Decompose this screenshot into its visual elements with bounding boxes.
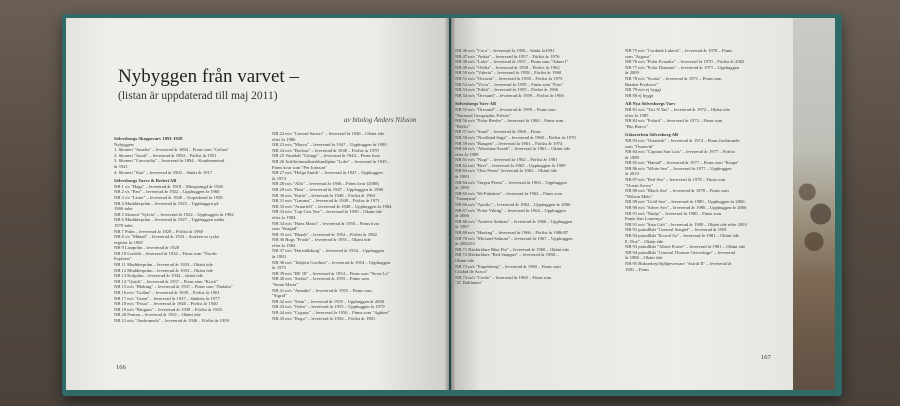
list-item: 1960-talet (114, 206, 133, 212)
list-item: NB 18 m/s "Frisia" – levererad år 1940 – Förlist år 1940 (114, 301, 218, 307)
list-item: som "Argusa" (625, 53, 651, 59)
list-item: NB 85 m/s "Hamid" – levererad år 1977 – Finns som "Krupa" (625, 160, 740, 166)
left-page (66, 18, 449, 390)
section-heading: Sölvesborgs Varv AB (455, 101, 497, 107)
list-item: NB 67 m/s "Polar Viking" – levererad år 1964 – Upphuggen (455, 207, 566, 213)
list-item: år 2006 (455, 213, 469, 219)
list-item: NB 74 m/s "Credo" – levererad år 1969 – Finns som (455, 274, 552, 280)
list-item: NB 20 Ponton – levererad år 1941 – Okänt öde (114, 312, 201, 318)
list-item: NB 70 m/s "Michael Salman" – levererad år 1967 – Upphuggen (455, 235, 573, 241)
list-item: NB 64 m/s "Jürgen Priess" – levererad år 1963 – Upphuggen (455, 179, 567, 185)
list-item: "Bollis" (455, 123, 470, 129)
list-item: "National Geographic Polaris" (455, 112, 512, 118)
list-item: Punta San Lourenço" (625, 216, 665, 222)
list-item: NB 14 "Quick" – levererad år 1937 – Finns som "Krick" (114, 278, 218, 284)
list-item: "JC Balilianta" (455, 280, 483, 286)
section-heading: Sölvesborgs Skeppsvarv 1891-1928 (114, 136, 183, 141)
list-item: NB 19 m/s "Ringarn" – levererad år 1939 – Förlist år 1945 (114, 306, 222, 312)
list-item: NB 3 s/s "Lister" – levererad år 1928 – Torpederad år 1939 (114, 194, 223, 200)
list-item: NB 86 m/s "White Sea" – levererad år 1977 – Upphuggen (625, 165, 732, 171)
list-item: "Gunnjaun" (455, 196, 477, 202)
list-item: NB 2 s/s "Pan" – levererad år 1922 – Upphuggen år 1960 (114, 189, 220, 195)
list-item: som "Östanvik" (625, 143, 655, 149)
list-item: Explorer" (114, 256, 132, 262)
list-item: år 1989 (625, 154, 639, 160)
list-item: NB 40 m/s "Stefan" – levererad år 1955 – Finns som (272, 276, 369, 282)
list-item: NB 69 m/s "Hasting" – levererad år 1966 – Förlist år 1986/87 (455, 230, 569, 235)
list-item: NB 88 m/s "Black Sea" – levererad år 1978 – Finns som (625, 188, 729, 194)
list-item: år 1980 – Okänt öde (625, 255, 663, 261)
list-item: NB 8 s/s "Månad" – levererad år 1933 – Struken ur ryska (114, 234, 220, 240)
list-item: efter år 1985 (625, 112, 649, 118)
list-item: NB 37 m/s "Harriddsborg" – levererad år 1954 – Upphuggen (272, 248, 384, 254)
list-item: NB 94 patrullbåt "General Thomas Ozowskigo" – levererad (625, 249, 735, 255)
list-item: NB 6 Muddterpråm – levererad år 1927 – Upphuggen under (114, 217, 225, 223)
list-item: NB 93 patrullbåt "Albert Porter" – levererad år 1981 – Okänt öde (625, 244, 746, 250)
open-book (62, 14, 842, 396)
list-item: NB 91 m/s "Nadja" – levererad år 1980 – Finns som (625, 210, 722, 216)
list-item: NB 17 m/s "Gunn" – levererad år 1937 – Sänktes år 1977 (114, 295, 220, 301)
list-item: NB 28 m/s "Alla" – levererad år 1946 – Finns kvar (2008) (272, 181, 379, 187)
list-item: som "Seagull" (272, 226, 299, 232)
list-item: NB 77 m/s "Polar Diamant" – levererad år 1971 – Upphuggen (625, 64, 740, 70)
list-item: NB 54 m/s "Öresund" – levererad år 1959 – Förlist år 1966 (455, 92, 564, 98)
list-item: NB 31 m/s "Gamma" – levererad år 1948 – Förlist år 1971 (272, 198, 380, 204)
list-item: NB 44 m/s "Cygnus" – levererad år 1956 – Finns som "Aghien" (272, 310, 390, 315)
list-item: efter år 1986 (272, 136, 296, 142)
list-item: NB 45 m/s "Bogo" – levererad år 1956 – Förlist år 1981 (272, 315, 376, 321)
list-item: NB 90 m/s "Silver Sea" – levererad år 1980 – Upphuggen år 2006 (625, 205, 747, 211)
list-item: NB 26 Artillerimmålsmålsmålpåm "Loke" – levererad år 1945 – (272, 158, 391, 164)
list-item: år 1983 (272, 254, 286, 260)
list-item: NB 66 m/s "Apollo" – levererad år 1963 – Upphuggen år 2006 (455, 202, 571, 208)
page-number-right: 167 (761, 354, 771, 361)
list-item: NB 59 m/s "Bangen" – levererad år 1961 – Förlist år 1974 (455, 140, 563, 146)
list-item: NB 38 m/s "Tabjörn Gorthon" – levererad år 1954 – Upphuggen (272, 259, 391, 265)
list-item: NB 24 m/s "Bachus" – levererad år 1948 – Förlist år 1970 (272, 147, 379, 153)
left-column-1 (114, 136, 264, 324)
list-item: år 1921 (114, 163, 128, 169)
list-item: NB 43 m/s "Oden" – levererad år 1955 – Upphuggen år 1979 (272, 304, 385, 310)
list-item: NB 84 m/s "Capitan San Luis" – levererad år 1977 – Förlist (625, 149, 735, 155)
list-item: NB 35 m/s "Rhaeb" – levererad år 1952 – Förlist år 1982 (272, 231, 377, 237)
list-item: NB 50 m/s "Valeria" – levererad år 1958 – Förlist år 1968 (455, 70, 562, 76)
list-item: NB 79 m/s ej byggt (625, 87, 661, 93)
list-item: NB 4 Muddterpråm – levererad år 1923 – Upphuggen på (114, 200, 219, 206)
list-item: NB 83 m/s "Ostanvik" – levererad år 1974 – Finns fortfarande (625, 137, 740, 143)
list-item: NB 15 m/s "Bleking" – levererad år 1937 – Finns som "Jhalatta" (114, 284, 233, 290)
list-item: NB 56 m/s "Polar Reefer" – levererad år 1960 – Finns som (455, 118, 564, 124)
list-item: "Sigrid" (272, 293, 287, 299)
list-item: NB 36 Bogs "Frode" – levererad år 1951 – Okänt öde (272, 237, 371, 243)
list-item: NB 65 m/s "66-Paketten" – levererad år 1963 – Finns som (455, 190, 563, 196)
list-item: "Ocean Arrow" (625, 182, 654, 188)
list-item: NB 57 m/s "Sund" – levererad år 1960 – Finns (455, 129, 541, 135)
list-item: efter år 1984 (272, 214, 296, 220)
list-item: NB 95 Bukserbryt/bjälpevessare "Astrid II" – levererad år (625, 260, 732, 266)
page-edge-photo (793, 18, 835, 390)
list-item: NB 32 m/s "Arnarfell" – levererad år 1948 – Upphuggen år 1984 (272, 203, 392, 209)
section-heading: Götaverken Sölvesborg AB (625, 132, 679, 138)
list-item: "Bio Bravo" (625, 123, 648, 129)
section-heading: AB Nya Sölvesborgs Varv (625, 101, 676, 107)
list-item: NB 76 m/s "Polar Ecuador" – levererad år 1970 – Förlist år 2002 (625, 59, 745, 65)
list-item: "Santa Maria" (272, 282, 299, 288)
page-title: Nybyggen från varvet – (118, 66, 299, 87)
list-item: NB 21 m/s "Andromeda" – levererad år 1946 – Förlist år 1959 (114, 318, 229, 323)
list-item: Nybyggen: (114, 141, 135, 147)
list-item: NB 33 m/s "Cap Gris Nez" – levererad år 1950 – Okänt öde (272, 209, 383, 215)
list-item: NB 23 m/s "Mayra" – levererad år 1947 – Upphuggen år 1980 (272, 142, 387, 148)
list-item: NB 49 m/s "Ofelia" – levererad år 1958 – Förlist år 1962 (455, 64, 560, 70)
list-item: NB 75 m/s "Cordank Lubeck" – levererad år 1970 – Finns (625, 48, 733, 53)
list-item: NB 91 patrullbåt "General Sengiel" – levererad år 1981 (625, 227, 727, 233)
list-item: 3. Skonert "Concordia" – levererad år 1894 – Kondemnerad (114, 158, 225, 164)
list-item: "Wilson Malo" (625, 193, 653, 199)
list-item: NB 52 m/s "Vivia" – levererad år 1959 – Finns som "Foto" (455, 81, 564, 87)
list-item: år 1975 (272, 265, 286, 271)
list-item: NB 30 m/s "Katla" – levererad år 1948 – Förlist år 1963 (272, 192, 376, 198)
list-item: E. Doe" – Okänt öde (625, 238, 664, 244)
list-item: register år 1965 (114, 239, 143, 245)
list-item: år 1974 (272, 175, 286, 181)
list-item: Okänt öde (455, 257, 475, 263)
list-item: 2. Skonert "Jacob" – levererad år 1894 – Förlist år 1951 (114, 152, 217, 158)
list-item: år 2002/03 (455, 241, 475, 247)
list-item: NB 60 m/s "Albertina/Arneb" – levererad år 1961 – Okänt öde (455, 146, 571, 152)
list-item: NB 72 Häcktrålare "Red Snapper" – levererad år 1968 – (455, 252, 559, 258)
list-item: NB 41 m/s "Annalia" – levererad år 1955 – Finns som (272, 287, 372, 293)
list-item: år 2010 (625, 171, 639, 177)
list-item: NB 34 m/s "Hans Maria" – levererad år 1950 – Finns kvar (272, 220, 380, 226)
list-item: NB 53 m/s "Edith" – levererad år 1959 – Förlist år 1966 (455, 87, 559, 93)
list-item: NB 29 m/s "Beta" – levererad år 1947 – Upphuggen år 1980 (272, 186, 384, 192)
list-item: NB 51 m/s "Octavia" – levererad år 1958 – Förlist år 1975 (455, 75, 563, 81)
list-item: NB 73 m/s "Engelsberg" – levererad år 1969 – Finns som (455, 263, 561, 269)
list-item: Finns kvar som "Per Jonsson" (272, 164, 328, 170)
list-item: Ciudad de Araca" (455, 269, 488, 275)
list-item: NB 63 m/s "Otto Priess" levererad år 1962 – Okänt öde (455, 168, 557, 174)
list-item: NB 81 m/s "Tici N Tau" – levererad år 1972 – Okänt öde (625, 106, 730, 112)
list-item: NB 27 m/s "Helga Smith" – levererad år 1947 – Upphuggen (272, 170, 383, 176)
book-gutter (445, 18, 455, 390)
list-item: år 1987 (455, 224, 469, 230)
list-item: 1970-talet (114, 222, 133, 228)
list-item: NB 58 m/s "Nordland Saga" – levererad år 1960 – Förlist år 1970 (455, 134, 576, 140)
page-subtitle: (listan är uppdaterad till maj 2011) (118, 90, 278, 102)
list-item: NB 62 m/s "Bret" – levererad år 1965 – Upphuggen år 1989 (455, 162, 566, 168)
list-item: NB 1 s/s "Haga" – levererad år 1918 – Minsprängd år 1940 (114, 183, 223, 189)
list-item: NB 78 m/s "Scotia" – levererad år 1971 – Finns som (625, 75, 722, 81)
list-item: år 1990 (455, 185, 469, 191)
left-column-2 (272, 131, 422, 321)
list-item: NB 91 m/s "Sata Cob" – levererad år 1980 – Okänt öde efter 2003 (625, 221, 747, 227)
list-item: NB 13 Kolpråm – levererad år 1934 – okänt öde (114, 273, 203, 279)
list-item: NB 89 m/s "Gold Sea" – levererad år 1980 – Upphuggen år 2006 (625, 199, 745, 205)
list-item: NB 68 m/s "Andrew Salman" – levererad år 1966 – Upphuggen (455, 218, 573, 224)
list-item: NB 55 m/s "Öresund" – levererad år 1959 – Finns som (455, 106, 556, 112)
list-item: NB 47 m/s "Ankia" – levererad år 1957 – Förlist år 1976 (455, 53, 560, 59)
right-column-1 (455, 48, 617, 286)
list-item: 1. Skonert "Amelia" – levererad år 1894 – Finns som "Gefion" (114, 147, 230, 153)
list-item: 1981 – Finns (625, 266, 649, 272)
list-item: NB 11 Muddterpråm – levererad år 1933 – Okänt öde (114, 262, 213, 268)
section-heading: Sölvesborgs Varvs & Rederi AB (114, 178, 177, 184)
list-item: NB 71 Häcktrålare Blue Fin" – levererad år 1968 – Okänt öde (455, 246, 570, 252)
list-item: år 2009 (625, 70, 639, 76)
list-item: efter år 1984 (272, 242, 296, 248)
page-number-left: 166 (116, 364, 126, 371)
list-item: NB 92 patrullbåt "Kowal Sa" – levererad år 1981 – Okänt öde (625, 233, 740, 238)
list-item: NB 25 Varmbåt "Göinge" – levererad år 1944 – Finns kvar (272, 153, 381, 159)
list-item: NB 10 Lotsbåt – levererad år 1932 – Finns som "Nordic (114, 250, 218, 256)
list-item: NB 39 m/s "BF 18" – levererad år 1954 – Finns som "Stora Lo" (272, 270, 390, 276)
list-item: år 1983 (455, 174, 469, 180)
list-item: NB 82 m/s "Polarit" – levererad år 1973 – Finns som (625, 118, 723, 124)
list-item: NB 80 ej byggt (625, 92, 654, 98)
list-item: NB 7 Pråm – levererad år 1928 – Förlist år 1960 (114, 228, 204, 234)
list-item: 4. Skonert "Star" – levererad år 1902 – Sänkt år 1917 (114, 169, 213, 175)
right-column-2 (625, 48, 789, 272)
list-item: NB 12 Muddterpråm – levererad år 1933 – Okänt öde (114, 267, 213, 273)
list-item: efter år 1989 (455, 151, 479, 157)
list-item: NB 9 Lastpråm – levererad år 1928 (114, 245, 180, 251)
list-item: NB 87 m/s "Red Sea" – levererad år 1978 – Finns som (625, 177, 726, 183)
list-item: NB 46 m/s "Cora" – levererad år 1956 – Sänkt år1991 (455, 48, 555, 53)
author-credit: av bitolog Anders Nilsson (344, 116, 417, 124)
list-item: NB 5 Skonert "Sylvia" – levererad år 1922 – Upphuggen år 1982 (114, 211, 234, 217)
list-item: NB 61 m/s "Nogi" – levererad år 1962 – Förlist år 1981 (455, 157, 558, 163)
list-item: NB 42 m/s "Stem" – levererad år 1955 – Upphuggen år 2006 (272, 298, 385, 304)
list-item: NB 16 m/s "Gullan" – levererad år 1939 – Förlist år 1961 (114, 290, 220, 296)
right-page (451, 18, 835, 390)
list-item: Bunker Producer" (625, 81, 659, 87)
list-item: NB 48 m/s "Loke" – levererad år 1957 – Finns som "Adam I" (455, 59, 569, 65)
list-item: NB 22 m/s "Conrad Sartori" – levererad år 1946 – Okänt öde (272, 131, 385, 136)
